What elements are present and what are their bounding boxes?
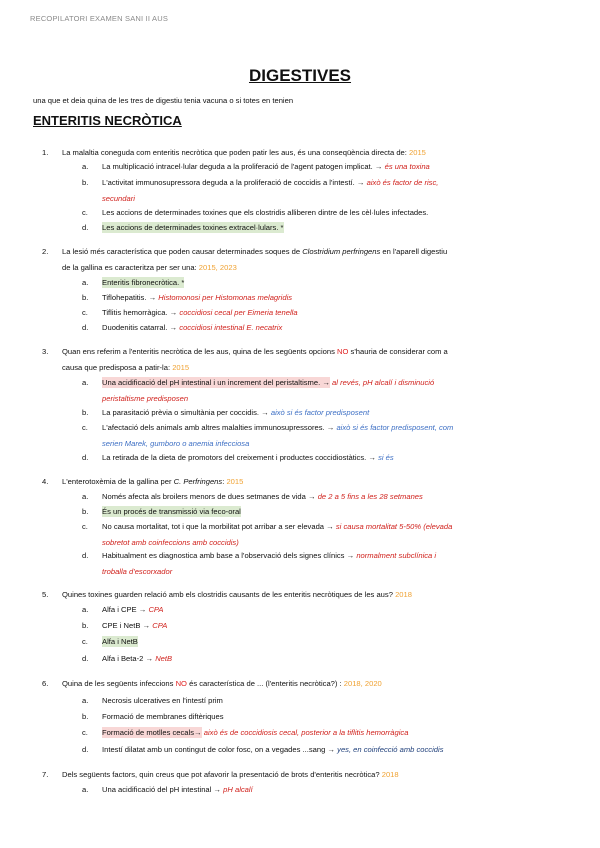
question-number: 1. — [42, 148, 49, 157]
document-header: RECOPILATORI EXAMEN SANI II AUS — [30, 14, 169, 23]
question-number: 2. — [42, 247, 49, 256]
question-text: Dels següents factors, quin creus que pot afavorir la presentació de brots d'enteritis necròtica? 2018 — [62, 770, 399, 779]
exam-year: 2015 — [226, 477, 244, 486]
answer-note: normalment subclínica i — [356, 551, 437, 560]
question-number: 7. — [42, 770, 49, 779]
answer-note: Histomonosi per Histomonas melagridis — [158, 293, 293, 302]
exam-year: 2018 — [395, 590, 412, 599]
section-heading: ENTERITIS NECRÒTICA — [33, 113, 182, 128]
answer-note: coccidiosi cecal per Eimeria tenella — [179, 308, 298, 317]
answer-note: això si és factor predisposent, com — [336, 423, 454, 432]
answer-note: si és — [378, 453, 394, 462]
exam-year: 2018, 2020 — [343, 679, 382, 688]
exam-year: 2015 — [172, 363, 190, 372]
question-text: Quina de les següents infeccions NO és característica de ... (l'enteritis necròtica?) : 2018, 2020 — [62, 679, 382, 688]
question-number: 4. — [42, 477, 49, 486]
exam-year: 2018 — [381, 770, 399, 779]
intro-note: una que et deia quina de les tres de digestiu tenia vacuna o si totes en tenien — [33, 96, 294, 105]
exam-year: 2015 — [409, 148, 426, 157]
answer-note: pH alcalí — [223, 785, 253, 794]
answer-note: coccidiosi intestinal E. necatrix — [179, 323, 283, 332]
correct-highlight: Una acidificació del pH intestinal i un increment del peristaltisme. → — [102, 378, 330, 387]
answer-note: de 2 a 5 fins a les 28 setmanes — [317, 492, 423, 501]
page-title: DIGESTIVES — [248, 66, 352, 85]
answer-note: CPA — [152, 621, 168, 630]
correct-highlight: Formació de motlles cecals→ — [102, 728, 202, 737]
question-number: 3. — [42, 347, 49, 356]
question-text: La lesió més característica que poden causar determinades soques de Clostridium perfringens en l'aparell digestiu de la gallina es caracteritza per ser una: 2015, 2023 — [62, 247, 448, 272]
question-text: Quan ens referim a l'enteritis necròtica de les aus, quina de les següents opcions NO s'hauria de considerar com a causa que predisposa a patir-la: 2015 — [62, 347, 448, 372]
correct-highlight: Enteritis fibronecròtica. * — [102, 278, 185, 287]
answer-note: és una toxina — [384, 162, 430, 171]
question-text: La malaltia coneguda com enteritis necròtica que poden patir les aus, és una conseqüència directa de: 2015 — [62, 148, 426, 157]
answer-note: si causa mortalitat 5-50% (elevada — [335, 522, 453, 531]
answer-note: això és factor de risc, — [366, 178, 439, 187]
answer-note: NetB — [155, 654, 173, 663]
correct-highlight: Les accions de determinades toxines extracel·lulars. * — [102, 223, 284, 232]
answer-note: al revés, pH alcalí i disminució — [332, 378, 435, 387]
question-text: L'enterotoxèmia de la gallina per C. Perfringens: 2015 — [62, 477, 244, 486]
answer-note: yes, en coinfecció amb coccidis — [337, 745, 444, 754]
answer-note: això si és factor predisposent — [270, 408, 370, 417]
correct-highlight: Alfa i NetB — [102, 637, 138, 646]
question-number: 6. — [42, 679, 49, 688]
answer-note: això és de coccidiosis cecal, posterior a la tiflitis hemorràgica — [203, 728, 409, 737]
answer-note: CPA — [148, 605, 164, 614]
question-number: 5. — [42, 590, 49, 599]
question-text: Quines toxines guarden relació amb els clostridis causants de les enteritis necròtiques de les aus? 2018 — [62, 590, 412, 599]
correct-highlight: És un procés de transmissió via feco-oral — [102, 507, 241, 516]
exam-year: 2015, 2023 — [198, 263, 237, 272]
